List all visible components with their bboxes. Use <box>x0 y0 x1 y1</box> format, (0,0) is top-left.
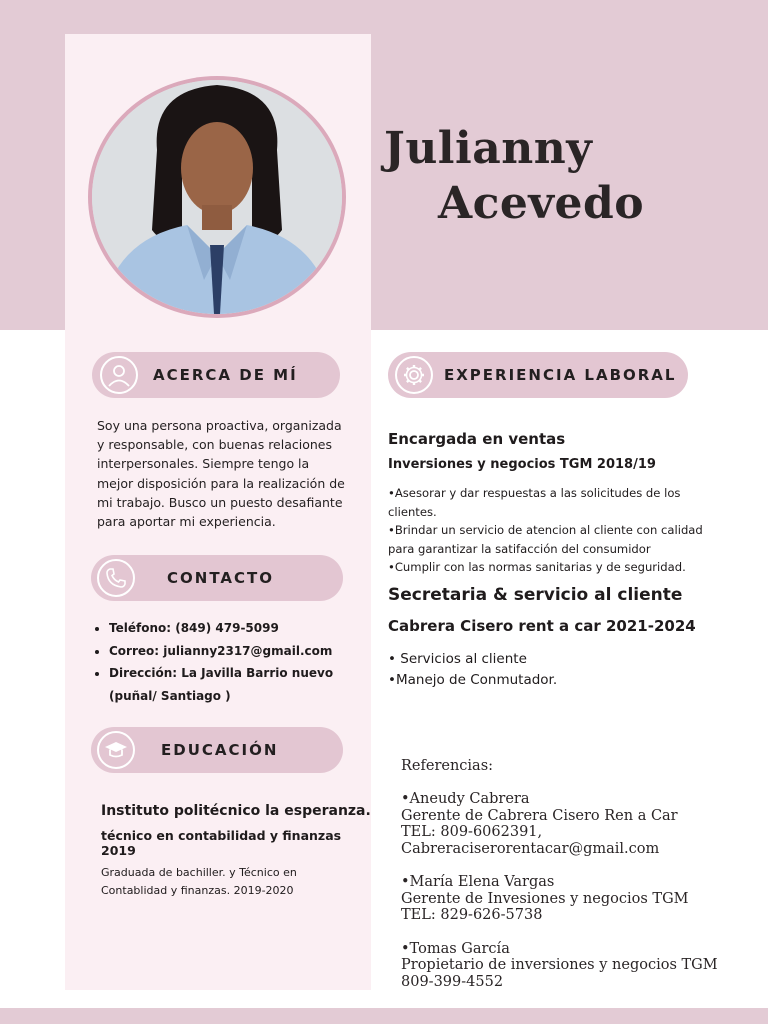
contact-phone: • Teléfono: (849) 479-5099 <box>109 617 359 640</box>
job-bullet: •Manejo de Conmutador. <box>388 672 558 688</box>
contact-email: • Correo: julianny2317@gmail.com <box>109 640 359 663</box>
reference-line: •Aneudy Cabrera <box>401 791 530 808</box>
gear-icon <box>395 356 433 394</box>
reference-line: •María Elena Vargas <box>401 874 555 891</box>
job-company: Inversiones y negocios TGM 2018/19 <box>388 457 656 472</box>
reference-line: Cabreraciserorentacar@gmail.com <box>401 840 660 857</box>
footer-band <box>0 1008 768 1024</box>
job-bullet: •Asesorar y dar respuestas a las solicitudes de los clientes. <box>388 486 681 519</box>
reference-line: Gerente de Cabrera Cisero Ren a Car <box>401 807 678 824</box>
reference-line: TEL: 809-6062391, <box>401 824 543 841</box>
job-bullets <box>388 484 723 577</box>
about-heading-pill <box>92 352 340 398</box>
reference-line: 809-399-4552 <box>401 973 504 990</box>
education-heading-pill <box>91 727 343 773</box>
job-bullet: • Servicios al cliente <box>388 651 527 667</box>
contact-heading-pill <box>91 555 343 601</box>
user-icon <box>100 356 138 394</box>
profile-photo <box>92 80 342 314</box>
reference-line: •Tomas García <box>401 940 510 957</box>
about-text: Soy una persona proactiva, organizada y responsable, con buenas relaciones interpersonales. Siempre tengo la mejor disposición para la realización de mi trabajo. Busco un puesto desafiante para aportar mi experiencia. <box>97 418 345 530</box>
graduation-cap-icon <box>97 731 135 769</box>
last-name: Acevedo <box>438 178 645 229</box>
job-bullet: •Cumplir con las normas sanitarias y de seguridad. <box>388 560 686 575</box>
contact-list <box>92 617 359 707</box>
about-heading: ACERCA DE MÍ <box>153 366 298 384</box>
experience-heading: EXPERIENCIA LABORAL <box>444 366 677 384</box>
job-title: Encargada en ventas <box>388 430 566 448</box>
job-bullets <box>388 649 723 691</box>
job-bullet: •Brindar un servicio de atencion al cliente con calidad para garantizar la satifacción del consumidor <box>388 523 703 556</box>
education-description: Graduada de bachiller. y Técnico en Contablidad y finanzas. 2019-2020 <box>101 866 297 897</box>
job-title: Secretaria & servicio al cliente <box>388 585 683 605</box>
education-degree: técnico en contabilidad y finanzas 2019 <box>101 828 342 858</box>
reference-item <box>401 791 741 857</box>
experience-heading-pill <box>388 352 688 398</box>
reference-line: TEL: 829-626-5738 <box>401 907 543 924</box>
contact-address-line2: (puñal/ Santiago ) <box>109 688 231 703</box>
first-name: Julianny <box>384 123 593 174</box>
job-company: Cabrera Cisero rent a car 2021-2024 <box>388 617 696 635</box>
contact-address-line1: Dirección: La Javilla Barrio nuevo <box>109 666 334 680</box>
reference-line: Propietario de inversiones y negocios TGM <box>401 957 718 974</box>
contact-address <box>109 662 359 707</box>
education-school: Instituto politécnico la esperanza. <box>101 803 371 819</box>
reference-item <box>401 941 741 991</box>
phone-icon <box>97 559 135 597</box>
contact-heading: CONTACTO <box>167 569 274 587</box>
reference-line: Gerente de Invesiones y negocios TGM <box>401 890 689 907</box>
references-heading: Referencias: <box>401 758 494 774</box>
reference-item <box>401 874 741 924</box>
education-heading: EDUCACIÓN <box>161 741 279 759</box>
references <box>401 758 741 1007</box>
